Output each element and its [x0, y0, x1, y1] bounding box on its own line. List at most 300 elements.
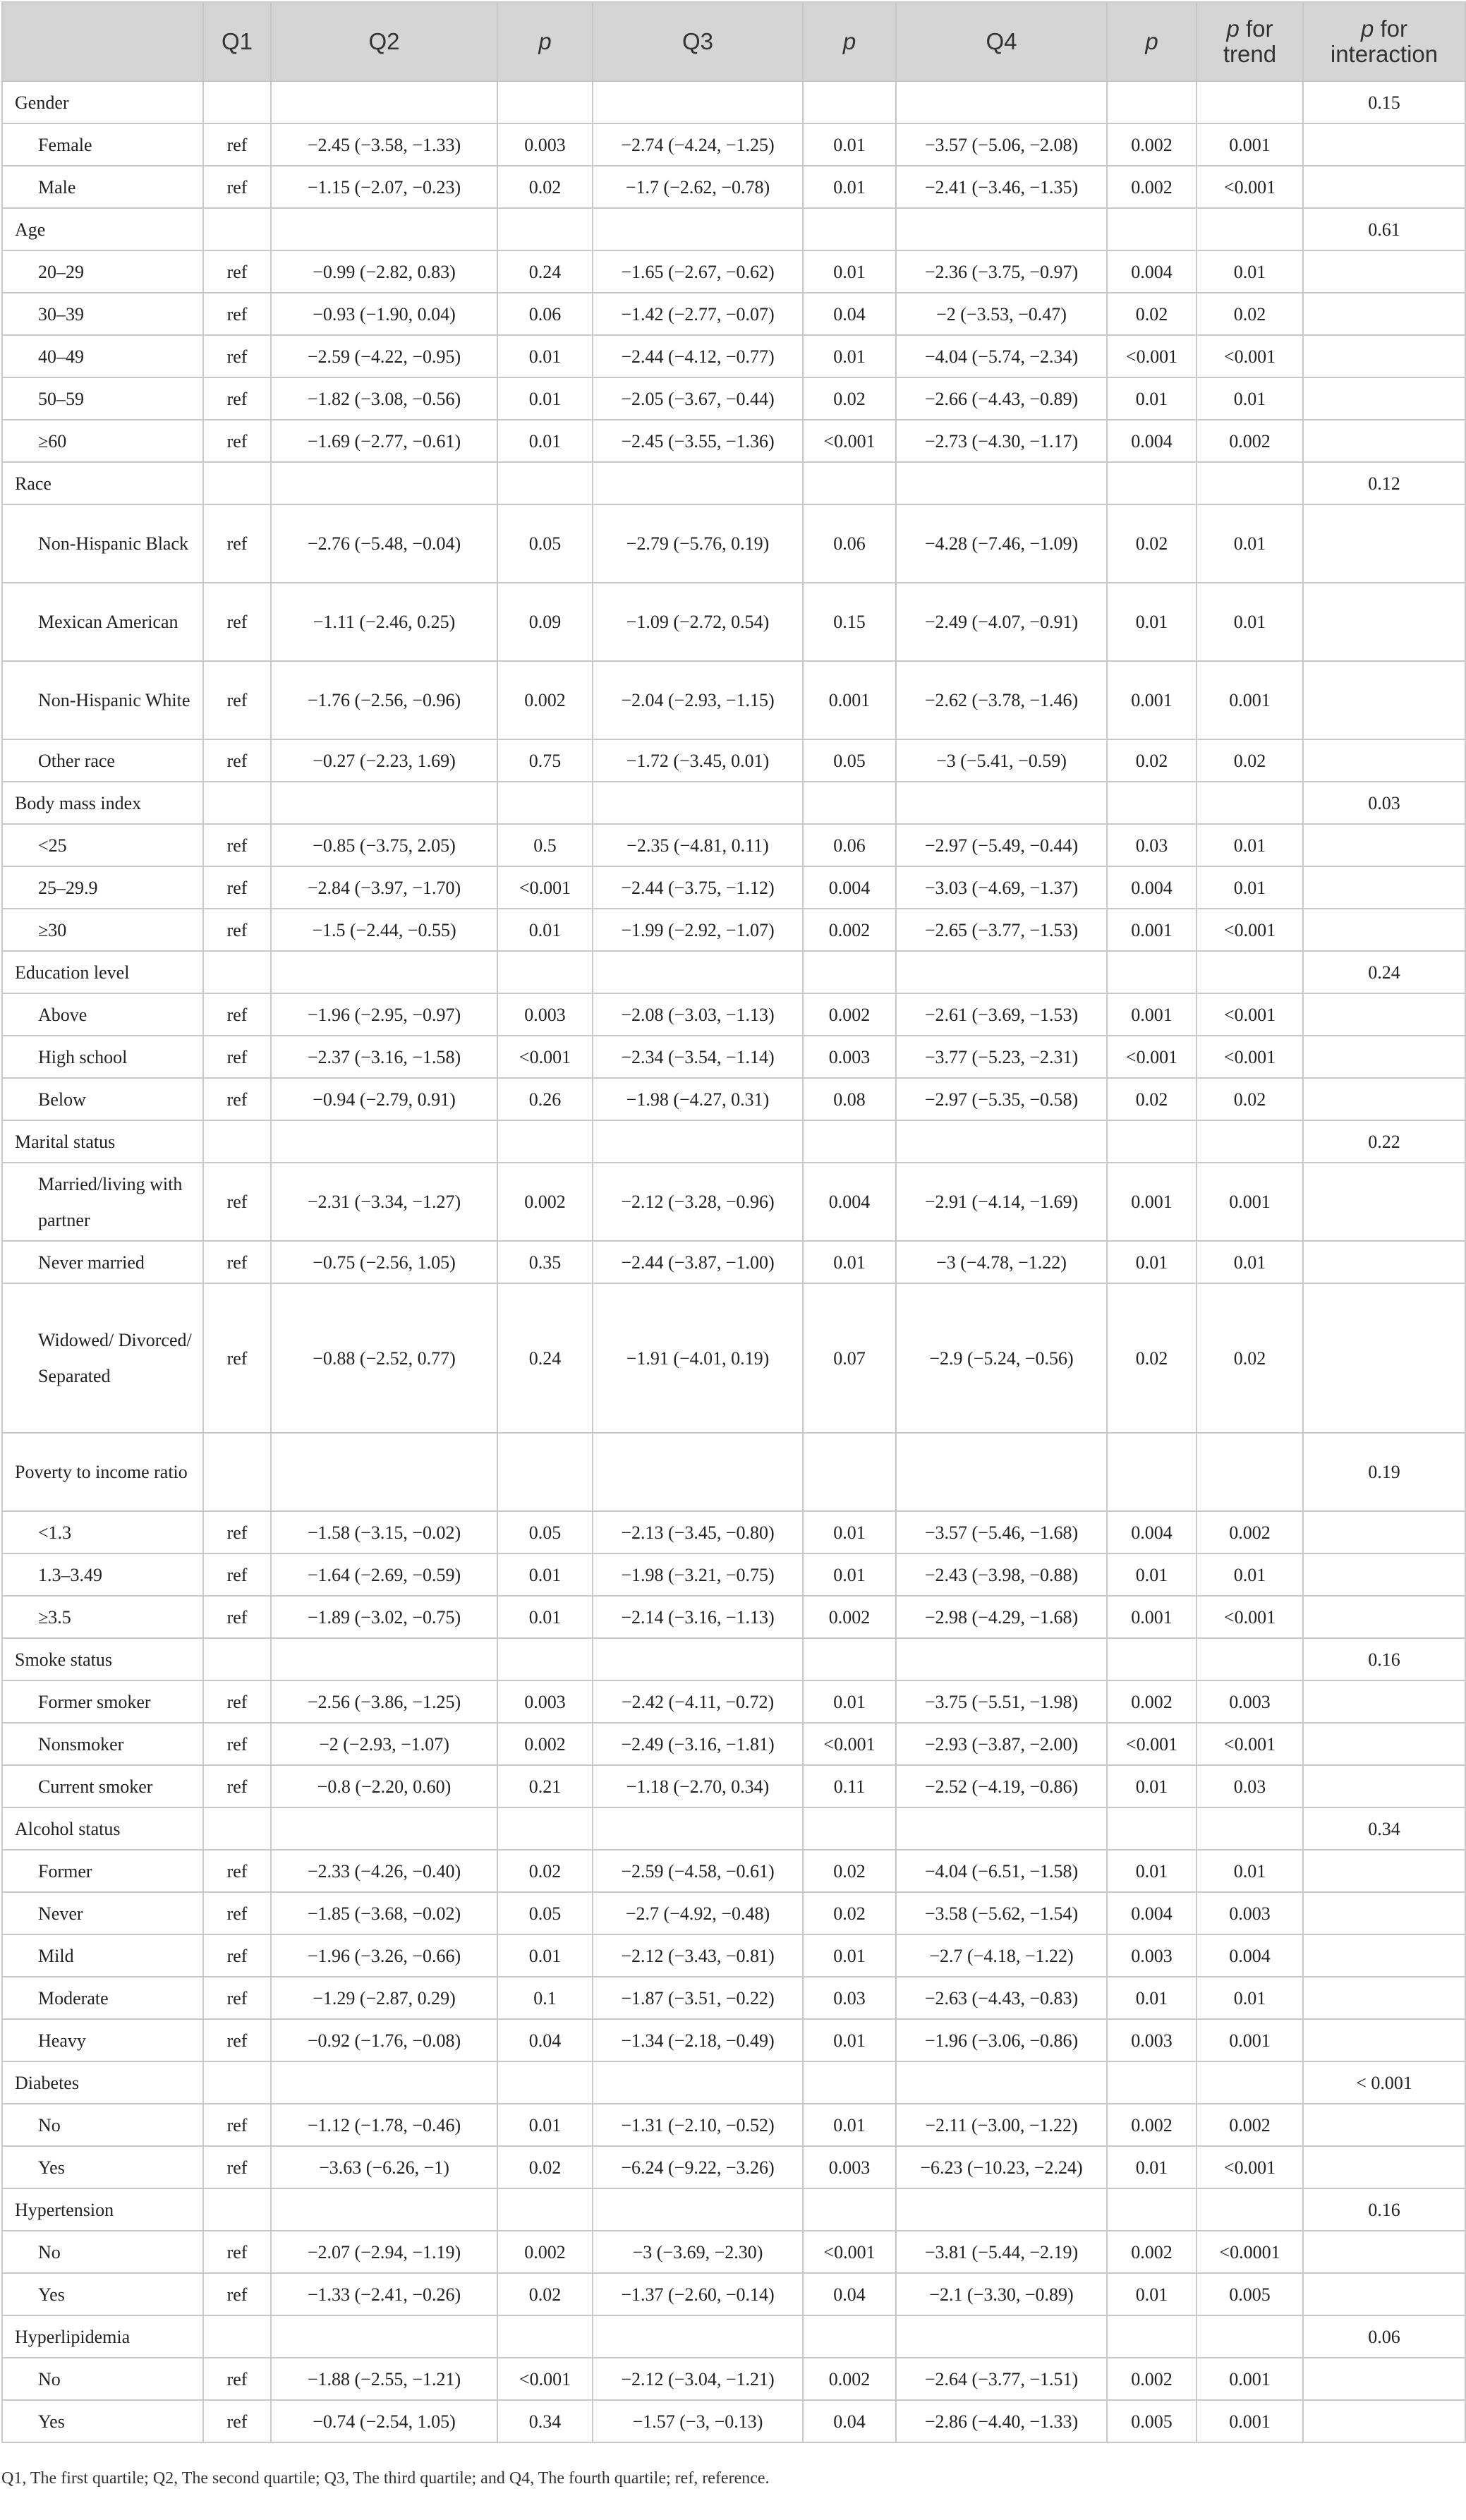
- cell-q4: −2.49 (−4.07, −0.91): [896, 583, 1107, 661]
- cell-q3: −2.12 (−3.04, −1.21): [593, 2358, 803, 2400]
- subgroup-label: Former smoker: [2, 1680, 203, 1723]
- group-row: [2, 2061, 1465, 2104]
- table-row: [2, 1511, 1465, 1553]
- table-row: [2, 250, 1465, 293]
- empty-cell: [1303, 661, 1465, 739]
- group-label: Age: [2, 208, 203, 250]
- cell-p4: 0.001: [1107, 993, 1197, 1036]
- subgroup-label: Below: [2, 1078, 203, 1120]
- cell-p3: 0.002: [803, 993, 896, 1036]
- table-row: [2, 866, 1465, 909]
- subgroup-label: Former: [2, 1850, 203, 1892]
- cell-trend: 0.004: [1197, 1934, 1303, 1977]
- cell-q2: −1.88 (−2.55, −1.21): [271, 2358, 497, 2400]
- cell-p2: 0.003: [497, 123, 593, 166]
- cell-q4: −3.77 (−5.23, −2.31): [896, 1036, 1107, 1078]
- cell-q4: −2.9 (−5.24, −0.56): [896, 1283, 1107, 1433]
- cell-p4: 0.01: [1107, 583, 1197, 661]
- empty-cell: [1107, 81, 1197, 123]
- cell-p3: 0.01: [803, 2104, 896, 2146]
- empty-cell: [803, 782, 896, 824]
- cell-q3: −2.59 (−4.58, −0.61): [593, 1850, 803, 1892]
- cell-q1: ref: [203, 504, 271, 583]
- cell-q1: ref: [203, 1078, 271, 1120]
- cell-p3: 0.04: [803, 293, 896, 335]
- cell-p3: 0.06: [803, 824, 896, 866]
- empty-cell: [1197, 462, 1303, 504]
- cell-q3: −1.34 (−2.18, −0.49): [593, 2019, 803, 2061]
- cell-q2: −2.76 (−5.48, −0.04): [271, 504, 497, 583]
- cell-trend: <0.001: [1197, 1036, 1303, 1078]
- empty-cell: [271, 2061, 497, 2104]
- empty-cell: [896, 2188, 1107, 2231]
- cell-q2: −1.64 (−2.69, −0.59): [271, 1553, 497, 1596]
- cell-p2: 0.06: [497, 293, 593, 335]
- subgroup-label: Current smoker: [2, 1765, 203, 1807]
- cell-q4: −4.04 (−6.51, −1.58): [896, 1850, 1107, 1892]
- cell-p4: 0.001: [1107, 1596, 1197, 1638]
- cell-q3: −2.12 (−3.28, −0.96): [593, 1163, 803, 1241]
- empty-cell: [271, 1120, 497, 1163]
- cell-p2: 0.002: [497, 1163, 593, 1241]
- cell-q2: −1.15 (−2.07, −0.23): [271, 166, 497, 208]
- cell-q3: −2.45 (−3.55, −1.36): [593, 420, 803, 462]
- cell-p2: 0.04: [497, 2019, 593, 2061]
- cell-trend: 0.003: [1197, 1892, 1303, 1934]
- cell-p4: 0.01: [1107, 1977, 1197, 2019]
- p-for-interaction-cell: < 0.001: [1303, 2061, 1465, 2104]
- empty-cell: [1303, 2104, 1465, 2146]
- cell-p4: <0.001: [1107, 1723, 1197, 1765]
- cell-p3: 0.003: [803, 1036, 896, 1078]
- empty-cell: [1303, 1892, 1465, 1934]
- cell-p3: 0.01: [803, 1934, 896, 1977]
- cell-trend: 0.001: [1197, 2019, 1303, 2061]
- cell-q2: −2.07 (−2.94, −1.19): [271, 2231, 497, 2273]
- header-row: [2, 2, 1465, 81]
- empty-cell: [896, 1638, 1107, 1680]
- cell-p4: 0.02: [1107, 293, 1197, 335]
- cell-trend: 0.01: [1197, 1241, 1303, 1283]
- group-row: [2, 462, 1465, 504]
- table-row: [2, 1977, 1465, 2019]
- cell-q2: −0.85 (−3.75, 2.05): [271, 824, 497, 866]
- cell-q4: −2 (−3.53, −0.47): [896, 293, 1107, 335]
- cell-trend: <0.001: [1197, 166, 1303, 208]
- empty-cell: [593, 462, 803, 504]
- cell-q3: −2.44 (−3.75, −1.12): [593, 866, 803, 909]
- cell-q2: −0.94 (−2.79, 0.91): [271, 1078, 497, 1120]
- group-label: Race: [2, 462, 203, 504]
- subgroup-label: Non-Hispanic White: [2, 661, 203, 739]
- empty-cell: [1303, 2019, 1465, 2061]
- empty-cell: [1197, 1433, 1303, 1511]
- cell-trend: 0.001: [1197, 2400, 1303, 2442]
- table-row: [2, 2400, 1465, 2442]
- table-row: [2, 166, 1465, 208]
- cell-p4: 0.003: [1107, 2019, 1197, 2061]
- cell-q2: −1.33 (−2.41, −0.26): [271, 2273, 497, 2315]
- table-row: [2, 583, 1465, 661]
- cell-q3: −1.98 (−3.21, −0.75): [593, 1553, 803, 1596]
- cell-q4: −3.81 (−5.44, −2.19): [896, 2231, 1107, 2273]
- cell-p4: 0.01: [1107, 2146, 1197, 2188]
- empty-cell: [1303, 1036, 1465, 1078]
- cell-q1: ref: [203, 1977, 271, 2019]
- cell-p2: <0.001: [497, 1036, 593, 1078]
- cell-q4: −2.61 (−3.69, −1.53): [896, 993, 1107, 1036]
- cell-trend: 0.001: [1197, 123, 1303, 166]
- empty-cell: [593, 951, 803, 993]
- cell-p3: 0.01: [803, 250, 896, 293]
- empty-cell: [1197, 2315, 1303, 2358]
- empty-cell: [593, 782, 803, 824]
- cell-q4: −2.64 (−3.77, −1.51): [896, 2358, 1107, 2400]
- empty-cell: [1197, 2061, 1303, 2104]
- cell-q4: −2.66 (−4.43, −0.89): [896, 377, 1107, 420]
- cell-p4: 0.004: [1107, 1511, 1197, 1553]
- empty-cell: [203, 1433, 271, 1511]
- cell-p2: 0.002: [497, 1723, 593, 1765]
- cell-trend: 0.01: [1197, 1850, 1303, 1892]
- cell-q1: ref: [203, 1892, 271, 1934]
- subgroup-label: Never: [2, 1892, 203, 1934]
- cell-p3: 0.01: [803, 1241, 896, 1283]
- empty-cell: [1303, 1765, 1465, 1807]
- empty-cell: [896, 951, 1107, 993]
- empty-cell: [1303, 1977, 1465, 2019]
- cell-p2: 0.1: [497, 1977, 593, 2019]
- table-row: [2, 1596, 1465, 1638]
- cell-q2: −2 (−2.93, −1.07): [271, 1723, 497, 1765]
- cell-q2: −0.74 (−2.54, 1.05): [271, 2400, 497, 2442]
- cell-q4: −2.62 (−3.78, −1.46): [896, 661, 1107, 739]
- cell-p4: 0.002: [1107, 166, 1197, 208]
- table-header: [2, 2, 1465, 81]
- cell-p2: 0.24: [497, 250, 593, 293]
- cell-trend: 0.03: [1197, 1765, 1303, 1807]
- cell-q3: −1.18 (−2.70, 0.34): [593, 1765, 803, 1807]
- header-p-q4: p: [1107, 2, 1197, 81]
- cell-p2: 0.01: [497, 909, 593, 951]
- table-row: [2, 739, 1465, 782]
- cell-trend: <0.001: [1197, 1596, 1303, 1638]
- cell-p2: 0.05: [497, 1511, 593, 1553]
- cell-p4: 0.03: [1107, 824, 1197, 866]
- empty-cell: [1197, 951, 1303, 993]
- p-for-interaction-cell: 0.03: [1303, 782, 1465, 824]
- cell-q4: −2.43 (−3.98, −0.88): [896, 1553, 1107, 1596]
- cell-q1: ref: [203, 335, 271, 377]
- empty-cell: [1303, 1511, 1465, 1553]
- cell-q3: −6.24 (−9.22, −3.26): [593, 2146, 803, 2188]
- empty-cell: [1303, 824, 1465, 866]
- group-label: Marital status: [2, 1120, 203, 1163]
- cell-p3: 0.05: [803, 739, 896, 782]
- empty-cell: [896, 1120, 1107, 1163]
- cell-p3: 0.01: [803, 1680, 896, 1723]
- group-label: Education level: [2, 951, 203, 993]
- cell-p3: 0.004: [803, 1163, 896, 1241]
- cell-q3: −1.31 (−2.10, −0.52): [593, 2104, 803, 2146]
- empty-cell: [1303, 1241, 1465, 1283]
- table-body: [2, 81, 1465, 2442]
- subgroup-label: Yes: [2, 2400, 203, 2442]
- empty-cell: [497, 1433, 593, 1511]
- empty-cell: [497, 1638, 593, 1680]
- cell-q2: −1.11 (−2.46, 0.25): [271, 583, 497, 661]
- table-row: [2, 1765, 1465, 1807]
- subgroup-label: Other race: [2, 739, 203, 782]
- empty-cell: [497, 462, 593, 504]
- cell-p3: 0.02: [803, 1892, 896, 1934]
- cell-q1: ref: [203, 293, 271, 335]
- table-row: [2, 504, 1465, 583]
- empty-cell: [497, 2188, 593, 2231]
- cell-p2: 0.01: [497, 2104, 593, 2146]
- subgroup-label: Yes: [2, 2273, 203, 2315]
- group-row: [2, 2315, 1465, 2358]
- cell-p2: 0.01: [497, 1553, 593, 1596]
- cell-q4: −3.03 (−4.69, −1.37): [896, 866, 1107, 909]
- table-row: [2, 1850, 1465, 1892]
- cell-p4: 0.02: [1107, 1078, 1197, 1120]
- subgroup-label: No: [2, 2104, 203, 2146]
- cell-p2: 0.24: [497, 1283, 593, 1433]
- cell-p2: 0.003: [497, 993, 593, 1036]
- cell-q1: ref: [203, 2400, 271, 2442]
- cell-trend: 0.005: [1197, 2273, 1303, 2315]
- empty-cell: [1303, 1078, 1465, 1120]
- subgroup-label: 50–59: [2, 377, 203, 420]
- cell-q1: ref: [203, 583, 271, 661]
- cell-q1: ref: [203, 909, 271, 951]
- cell-q4: −4.04 (−5.74, −2.34): [896, 335, 1107, 377]
- cell-q3: −2.44 (−4.12, −0.77): [593, 335, 803, 377]
- cell-q1: ref: [203, 420, 271, 462]
- cell-p2: 0.75: [497, 739, 593, 782]
- cell-q2: −2.84 (−3.97, −1.70): [271, 866, 497, 909]
- empty-cell: [896, 2061, 1107, 2104]
- empty-cell: [271, 1433, 497, 1511]
- cell-q1: ref: [203, 824, 271, 866]
- cell-q3: −2.08 (−3.03, −1.13): [593, 993, 803, 1036]
- cell-p3: 0.01: [803, 335, 896, 377]
- table-row: [2, 661, 1465, 739]
- cell-q3: −2.05 (−3.67, −0.44): [593, 377, 803, 420]
- header-q1: Q1: [203, 2, 271, 81]
- cell-q1: ref: [203, 2146, 271, 2188]
- empty-cell: [1303, 909, 1465, 951]
- subgroup-label: Never married: [2, 1241, 203, 1283]
- cell-q3: −2.79 (−5.76, 0.19): [593, 504, 803, 583]
- table-row: [2, 1241, 1465, 1283]
- cell-q4: −3 (−4.78, −1.22): [896, 1241, 1107, 1283]
- subgroup-label: Heavy: [2, 2019, 203, 2061]
- cell-p2: 0.02: [497, 2273, 593, 2315]
- empty-cell: [896, 462, 1107, 504]
- subgroup-label: ≥60: [2, 420, 203, 462]
- cell-q1: ref: [203, 1283, 271, 1433]
- cell-trend: 0.01: [1197, 377, 1303, 420]
- cell-trend: <0.001: [1197, 2146, 1303, 2188]
- cell-q3: −2.12 (−3.43, −0.81): [593, 1934, 803, 1977]
- cell-q1: ref: [203, 1934, 271, 1977]
- p-for-interaction-cell: 0.61: [1303, 208, 1465, 250]
- header-p-for-trend: [1197, 2, 1303, 81]
- empty-cell: [1107, 1120, 1197, 1163]
- empty-cell: [203, 2061, 271, 2104]
- cell-q3: −2.35 (−4.81, 0.11): [593, 824, 803, 866]
- cell-trend: <0.001: [1197, 909, 1303, 951]
- empty-cell: [203, 2315, 271, 2358]
- cell-q4: −3.57 (−5.46, −1.68): [896, 1511, 1107, 1553]
- cell-p4: 0.02: [1107, 504, 1197, 583]
- cell-q4: −4.28 (−7.46, −1.09): [896, 504, 1107, 583]
- subgroup-label: Male: [2, 166, 203, 208]
- cell-q2: −1.29 (−2.87, 0.29): [271, 1977, 497, 2019]
- cell-p2: 0.01: [497, 1596, 593, 1638]
- cell-q1: ref: [203, 866, 271, 909]
- cell-p2: 0.34: [497, 2400, 593, 2442]
- empty-cell: [1303, 1596, 1465, 1638]
- cell-trend: <0.001: [1197, 335, 1303, 377]
- table-row: [2, 1892, 1465, 1934]
- table-row: [2, 2358, 1465, 2400]
- cell-p3: 0.01: [803, 2019, 896, 2061]
- header-q4: Q4: [896, 2, 1107, 81]
- empty-cell: [1303, 993, 1465, 1036]
- subgroup-label: Moderate: [2, 1977, 203, 2019]
- empty-cell: [203, 462, 271, 504]
- cell-p4: 0.01: [1107, 1850, 1197, 1892]
- cell-trend: 0.001: [1197, 661, 1303, 739]
- cell-q2: −0.92 (−1.76, −0.08): [271, 2019, 497, 2061]
- empty-cell: [1303, 2358, 1465, 2400]
- cell-trend: 0.002: [1197, 2104, 1303, 2146]
- table-row: [2, 2273, 1465, 2315]
- empty-cell: [1303, 166, 1465, 208]
- cell-p2: 0.01: [497, 420, 593, 462]
- table-row: [2, 909, 1465, 951]
- empty-cell: [1197, 208, 1303, 250]
- cell-q2: −1.89 (−3.02, −0.75): [271, 1596, 497, 1638]
- cell-q4: −2.41 (−3.46, −1.35): [896, 166, 1107, 208]
- cell-p2: 0.002: [497, 2231, 593, 2273]
- cell-p3: 0.002: [803, 1596, 896, 1638]
- cell-q2: −2.31 (−3.34, −1.27): [271, 1163, 497, 1241]
- cell-p4: 0.01: [1107, 377, 1197, 420]
- cell-p2: 0.02: [497, 1850, 593, 1892]
- group-label: Diabetes: [2, 2061, 203, 2104]
- group-label: Body mass index: [2, 782, 203, 824]
- cell-q2: −0.8 (−2.20, 0.60): [271, 1765, 497, 1807]
- cell-trend: 0.01: [1197, 583, 1303, 661]
- cell-p2: <0.001: [497, 866, 593, 909]
- subgroup-label: Married/living with partner: [2, 1163, 203, 1241]
- empty-cell: [203, 782, 271, 824]
- header-for-interaction-text: for interaction: [1330, 16, 1438, 67]
- table-row: [2, 293, 1465, 335]
- empty-cell: [497, 951, 593, 993]
- subgroup-label: High school: [2, 1036, 203, 1078]
- cell-q2: −0.88 (−2.52, 0.77): [271, 1283, 497, 1433]
- table-row: [2, 1680, 1465, 1723]
- empty-cell: [803, 2315, 896, 2358]
- cell-q2: −1.5 (−2.44, −0.55): [271, 909, 497, 951]
- cell-q1: ref: [203, 1163, 271, 1241]
- subgroup-label: 40–49: [2, 335, 203, 377]
- cell-q1: ref: [203, 1036, 271, 1078]
- p-for-interaction-cell: 0.15: [1303, 81, 1465, 123]
- cell-q1: ref: [203, 1241, 271, 1283]
- cell-trend: <0.001: [1197, 1723, 1303, 1765]
- cell-p4: 0.001: [1107, 661, 1197, 739]
- cell-p2: 0.21: [497, 1765, 593, 1807]
- empty-cell: [203, 1807, 271, 1850]
- table-footnote: Q1, The first quartile; Q2, The second quartile; Q3, The third quartile; and Q4, The fourth quartile; ref, reference.: [1, 2469, 770, 2488]
- header-blank: [2, 2, 203, 81]
- cell-p3: 0.03: [803, 1977, 896, 2019]
- empty-cell: [1197, 1120, 1303, 1163]
- cell-trend: 0.001: [1197, 1163, 1303, 1241]
- cell-q4: −2.36 (−3.75, −0.97): [896, 250, 1107, 293]
- cell-p3: 0.004: [803, 866, 896, 909]
- cell-q4: −2.98 (−4.29, −1.68): [896, 1596, 1107, 1638]
- empty-cell: [803, 1433, 896, 1511]
- cell-trend: 0.001: [1197, 2358, 1303, 2400]
- cell-p3: 0.01: [803, 166, 896, 208]
- group-row: [2, 1807, 1465, 1850]
- cell-p2: 0.01: [497, 377, 593, 420]
- empty-cell: [271, 951, 497, 993]
- empty-cell: [593, 208, 803, 250]
- cell-p3: 0.07: [803, 1283, 896, 1433]
- cell-q4: −3.75 (−5.51, −1.98): [896, 1680, 1107, 1723]
- empty-cell: [803, 2061, 896, 2104]
- empty-cell: [271, 462, 497, 504]
- cell-q3: −2.14 (−3.16, −1.13): [593, 1596, 803, 1638]
- cell-p2: 0.5: [497, 824, 593, 866]
- cell-p4: 0.002: [1107, 123, 1197, 166]
- group-row: [2, 1120, 1465, 1163]
- cell-p2: 0.09: [497, 583, 593, 661]
- empty-cell: [1107, 951, 1197, 993]
- empty-cell: [1303, 866, 1465, 909]
- empty-cell: [1107, 208, 1197, 250]
- empty-cell: [497, 2315, 593, 2358]
- cell-q2: −0.75 (−2.56, 1.05): [271, 1241, 497, 1283]
- cell-q4: −2.97 (−5.49, −0.44): [896, 824, 1107, 866]
- cell-trend: 0.002: [1197, 1511, 1303, 1553]
- empty-cell: [1303, 1850, 1465, 1892]
- cell-q3: −2.34 (−3.54, −1.14): [593, 1036, 803, 1078]
- empty-cell: [203, 951, 271, 993]
- cell-q4: −2.1 (−3.30, −0.89): [896, 2273, 1107, 2315]
- header-for-trend-text: for trend: [1223, 16, 1277, 67]
- empty-cell: [203, 1120, 271, 1163]
- cell-q1: ref: [203, 1850, 271, 1892]
- subgroup-label: <25: [2, 824, 203, 866]
- cell-q3: −2.42 (−4.11, −0.72): [593, 1680, 803, 1723]
- cell-q1: ref: [203, 661, 271, 739]
- group-label: Smoke status: [2, 1638, 203, 1680]
- cell-q3: −1.72 (−3.45, 0.01): [593, 739, 803, 782]
- cell-q4: −2.91 (−4.14, −1.69): [896, 1163, 1107, 1241]
- empty-cell: [271, 81, 497, 123]
- cell-q1: ref: [203, 2231, 271, 2273]
- cell-q1: ref: [203, 123, 271, 166]
